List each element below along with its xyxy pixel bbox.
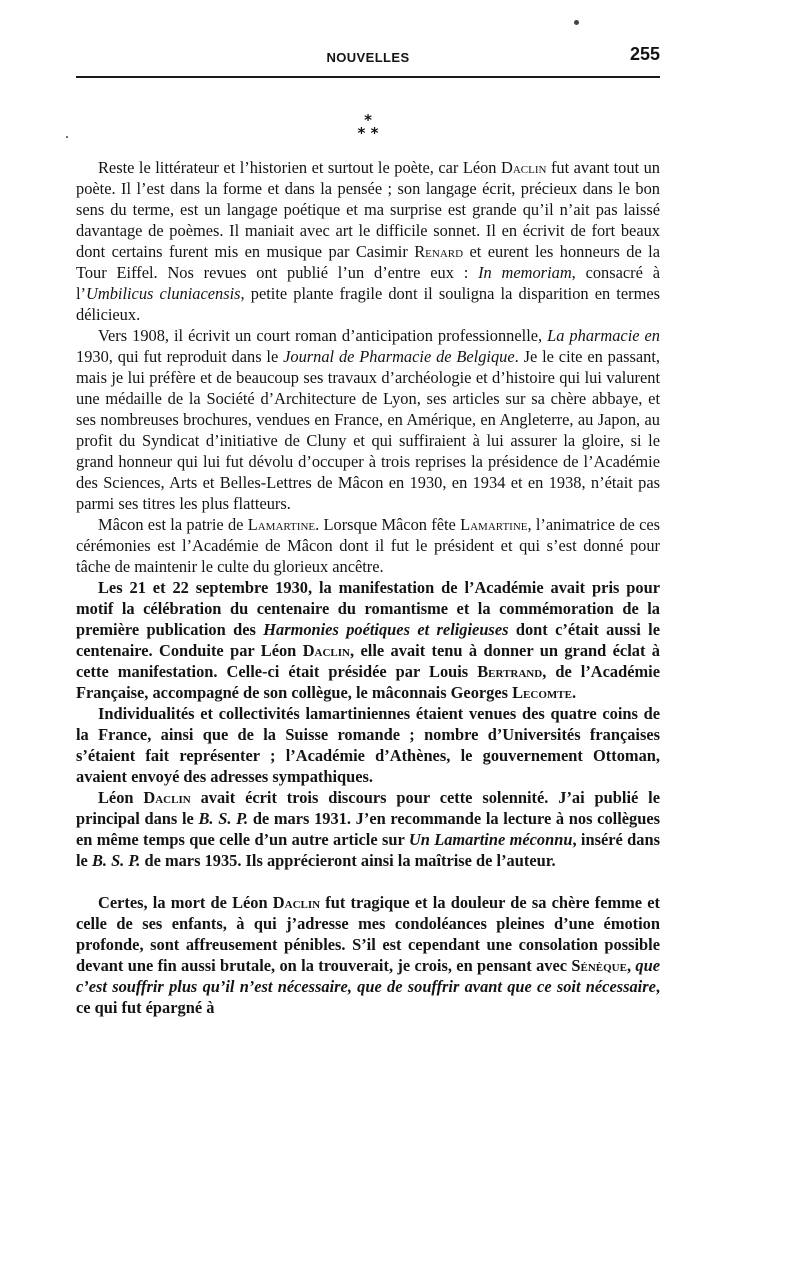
body-text [76,157,660,1018]
text-run: , consacré à l’ [76,263,660,303]
italic-text: que c’est souffrir plus qu’il n’est nécessaire, que de souffrir avant que ce soit nécessaire [76,956,660,996]
text-run: . [571,683,577,702]
text-run: Vers 1908, il écrivit un court roman d’anticipation professionnelle, [98,326,548,345]
text-run: , inséré dans le [76,830,660,870]
italic-text: Umbilicus cluniacensis [86,284,241,303]
italic-text: B. S. P. [198,809,249,828]
italic-text: Harmonies poétiques et religieuses [263,620,509,639]
text-run: dont c’était aussi le centenaire. Conduite par Léon [76,620,660,660]
paragraph [76,703,660,787]
small-caps-name: Bertrand [477,662,543,681]
paragraph [76,787,660,871]
paragraph [76,514,660,577]
small-caps-name: Daclin [272,893,321,912]
text-run: de mars 1931. J’en recommande la lecture à nos collègues en même temps que celle d’un autre article sur [76,809,661,849]
text-run: , ce qui fut épargné à [76,977,660,1017]
small-caps-name: Daclin [302,641,350,660]
page-header [76,44,660,68]
small-caps-name: Lecomte [512,683,572,702]
italic-text: Journal de Pharmacie de Belgique [283,347,515,366]
separator-top-star: * [364,111,372,129]
paragraph [76,577,660,703]
small-caps-name: Lamartine [460,515,528,534]
text-run: Individualités et collectivités lamartiniennes étaient venues des quatre coins de la France, ainsi que de la Suisse romande ; nombre d’Universités françaises s’étaient fait représenter ; l’Académie d’Athènes, le gouvernement Ottoman, avaient envoyé des adresses sympathiques. [76,704,660,786]
header-rule [76,76,660,78]
text-run: , l’animatrice de ces cérémonies est l’Académie de Mâcon dont il fut le président et qui s’est donné pour tâche de maintenir le culte du glorieux ancêtre. [76,515,660,576]
scan-speck [574,20,579,25]
text-run: , de l’Académie Française, accompagné de son collègue, le mâconnais Georges [76,662,660,702]
small-caps-name: Renard [414,242,464,261]
text-run: Léon [98,788,144,807]
text-run: avait écrit trois discours pour cette solennité. J’ai publié le principal dans le [76,788,660,828]
paragraph [76,157,660,325]
italic-text: La pharmacie en [547,326,660,345]
text-run: Mâcon est la patrie de [98,515,248,534]
text-run: , petite plante fragile dont il souligna la disparition en termes délicieux. [76,284,660,324]
text-run: fut avant tout un poète. Il l’est dans la forme et dans la pensée ; son langage écrit, précieux dans le bon sens du terme, est un langage poétique et ma surprise est grande qu’il n’ait pas laissé davantage de poèmes. Il maniait avec art le difficile sonnet. Il en écrivit de fort beaux dont certains furent mis en musique par Casimir [76,158,660,261]
small-caps-name: Daclin [143,788,191,807]
paragraph [76,325,660,514]
running-title: NOUVELLES [326,50,410,65]
text-run: . Je le cite en passant, mais je lui préfère et de beaucoup ses travaux d’archéologie et d’histoire qui lui valurent une médaille de la Société d’Architecture de Lyon, ses articles sur sa chère abbaye, et ses nombreuses brochures, vendues en France, en Amérique, en Angleterre, au Japon, au profit du Syndicat d’initiative de Cluny et qui suffiraient à lui assurer la gloire, si le grand honneur qui lui fut dévolu d’occuper à trois reprises la présidence de l’Académie des Sciences, Arts et Belles-Lettres de Mâcon en 1930, en 1934 et en 1938, n’était pas parmi ses titres les plus flatteurs. [76,347,660,513]
text-run: et eurent les honneurs de la Tour Eiffel. Nos revues ont publié l’un d’entre eux : [76,242,661,282]
page-number: 255 [629,44,660,64]
scan-speck [66,136,68,138]
italic-text: B. S. P. [91,851,141,870]
paragraph [76,892,660,1018]
italic-text: Un Lamartine méconnu [408,830,573,849]
text-run: . Lorsque Mâcon fête [315,515,461,534]
text-run: fut tragique et la douleur de sa chère femme et celle de ses enfants, à qui j’adresse mes condoléances pleines d’une émotion profonde, sont affreusement pénibles. S’il est cependant une consolation possible devant une fin aussi brutale, on la trouverait, je crois, en pensant avec [76,893,660,975]
separator-bottom-stars: * * [357,124,379,142]
small-caps-name: Lamartine [247,515,316,534]
small-caps-name: Daclin [501,158,547,177]
text-run: Les 21 et 22 septembre 1930, la manifestation de l’Académie avait pris pour motif la célébration du centenaire du romantisme et la commémoration de la première publication des [76,578,660,639]
small-caps-name: Sénèque [571,956,627,975]
text-run: Certes, la mort de Léon [98,893,273,912]
text-run: , elle avait tenu à donner un grand éclat à cette manifestation. Celle-ci était présidée par Louis [76,641,660,681]
italic-text: In memoriam [478,263,572,282]
text-run: 1930, qui fut reproduit dans le [76,347,284,366]
text-run: , [626,956,636,975]
text-run: de mars 1935. Ils apprécieront ainsi la maîtrise de l’auteur. [140,851,556,870]
section-separator [76,111,660,142]
text-run: Reste le littérateur et l’historien et surtout le poète, car Léon [98,158,501,177]
